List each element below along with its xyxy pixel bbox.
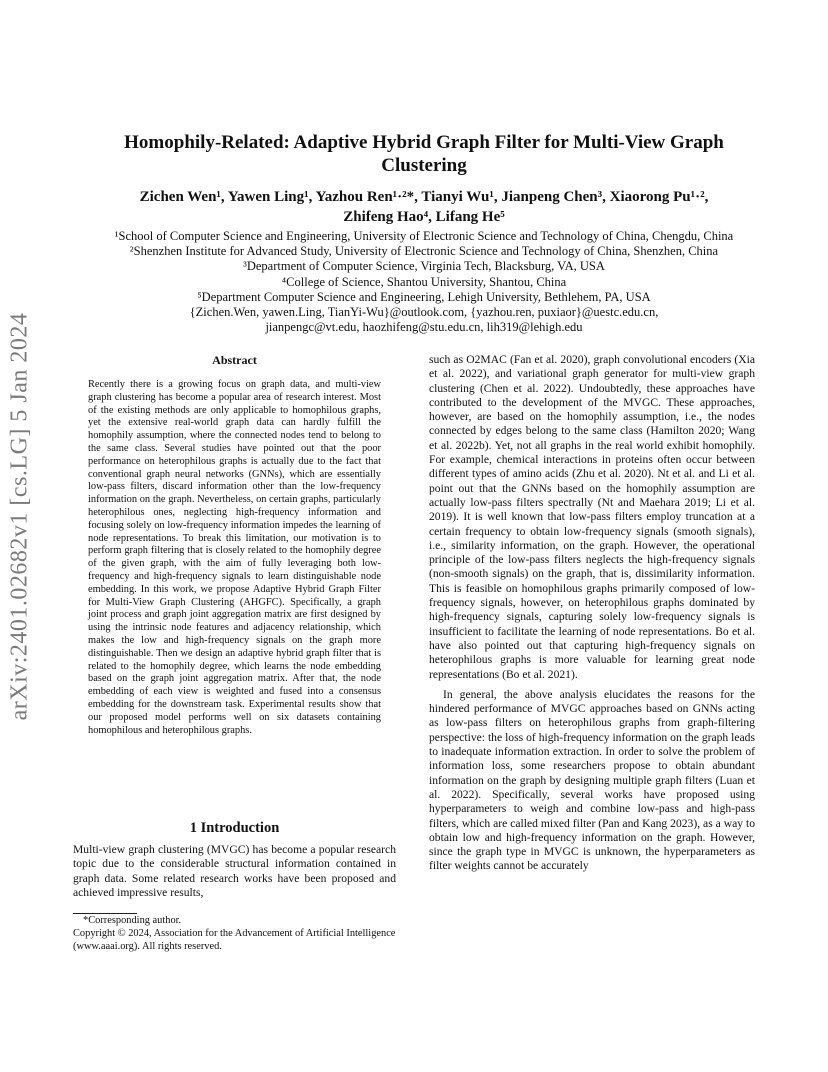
section-heading-introduction: 1 Introduction — [189, 820, 280, 836]
affiliation-3: ³Department of Computer Science, Virginia Tech, Blacksburg, VA, USA — [243, 259, 605, 274]
footnote — [73, 915, 396, 953]
authors-line-1: Zichen Wen¹, Yawen Ling¹, Yazhou Ren¹·²*, Tianyi Wu¹, Jianpeng Chen³, Xiaorong Pu¹·², — [139, 189, 709, 205]
arxiv-sidebar-stamp: arXiv:2401.02682v1 [cs.LG] 5 Jan 2024 — [6, 312, 33, 721]
footnote-copyright: Copyright © 2024, Association for the Advancement of Artificial Intelligence (www.aaai.org). All rights reserved. — [73, 927, 396, 952]
paper-title: Homophily-Related: Adaptive Hybrid Graph Filter for Multi-View Graph Clustering — [124, 132, 724, 176]
emails-line-1: {Zichen.Wen, yawen.Ling, TianYi-Wu}@outlook.com, {yazhou.ren, puxiaor}@uestc.edu.cn, — [189, 305, 659, 320]
footnote-divider — [73, 913, 137, 914]
intro-right-paragraph-2: In general, the above analysis elucidates the reasons for the hindered performance of MVGC approaches based on GNNs acting as low-pass filters on heterophilous graphs from graph-filtering perspective: the loss of high-frequency information on the graph leads to inadequate information extraction. In order to solve the problem of information loss, some researchers propose to obtain abundant information on the graph by designing multiple graph filters (Luan et al. 2022). Specifically, several works have proposed using hyperparameters to weigh and combine low-pass and high-pass filters, which are called mixed filter (Pan and Kang 2023), as a way to obtain low and high-frequency information on the graph. However, since the graph type in MVGC is unknown, the hyperparameters as filter weights cannot be accurately — [429, 687, 755, 873]
affiliation-5: ⁵Department Computer Science and Engineering, Lehigh University, Bethlehem, PA, USA — [197, 289, 651, 304]
intro-right-paragraph-1: such as O2MAC (Fan et al. 2020), graph convolutional encoders (Xia et al. 2022), and variational graph generator for multi-view graph clustering (Chen et al. 2022). Undoubtedly, these approaches have contributed to the development of the MVGC. These approaches, however, are based on the homophily assumption, i.e., the nodes connected by edges belong to the same class (Hamilton 2020; Wang et al. 2022b). Yet, not all graphs in the real world exhibit homophily. For example, chemical interactions in proteins often occur between different types of amino acids (Zhu et al. 2020). Nt et al. and Li et al. point out that the GNNs based on the homophily assumption are actually low-pass filters spectrally (Nt and Maehara 2019; Li et al. 2019). It is well known that low-pass filters employ truncation at a certain frequency to obtain low-frequency signals (smooth signals), i.e., similarity information, on the graph. However, the operational principle of the low-pass filters neglects the high-frequency signals (non-smooth signals) on the graph, that is, dissimilarity information. This is feasible on homophilous graphs primarily composed of low-frequency signals, however, on heterophilous graphs dominated by high-frequency signals, capturing solely low-frequency signals is insufficient to facilitate the learning of node representations. Bo et al. have also pointed out that capturing high-frequency signals on heterophilous graphs is more valuable for learning great node representations (Bo et al. 2021). — [429, 353, 755, 681]
abstract-heading: Abstract — [212, 353, 257, 367]
authors-line-2: Zhifeng Hao⁴, Lifang He⁵ — [343, 209, 505, 225]
affiliation-4: ⁴College of Science, Shantou University, Shantou, China — [281, 274, 567, 289]
affiliations — [70, 229, 778, 335]
abstract-text: Recently there is a growing focus on graph data, and multi-view graph clustering has become a popular area of research interest. Most of the existing methods are only applicable to homophilous graphs, yet the extensive real-world graph data can hardly fulfill the homophily assumption, where the connected nodes tend to belong to the same class. Several studies have pointed out that the poor performance on heterophilous graphs is actually due to the fact that conventional graph neural networks (GNNs), which are essentially low-pass filters, discard information other than the low-frequency information on the graph. Nevertheless, on certain graphs, particularly heterophilous ones, neglecting high-frequency information and focusing solely on low-frequency information impedes the learning of node representations. To break this limitation, our motivation is to perform graph filtering that is closely related to the homophily degree of the given graph, with the aim of fully leveraging both low-frequency and high-frequency signals to learn distinguishable node embedding. In this work, we propose Adaptive Hybrid Graph Filter for Multi-View Graph Clustering (AHGFC). Specifically, a graph joint process and graph joint aggregation matrix are first designed by using the intrinsic node features and adjacency relationship, which makes the low and high-frequency signals on the graph more distinguishable. Then we design an adaptive hybrid graph filter that is related to the homophily degree, which learns the node embedding based on the graph joint aggregation matrix. After that, the node embedding of each view is weighted and fused into a consensus embedding for the downstream task. Experimental results show that our proposed model performs well on six datasets containing homophilous and heterophilous graphs. — [88, 379, 381, 736]
footnote-corresponding: *Corresponding author. — [83, 915, 182, 926]
intro-left-paragraph: Multi-view graph clustering (MVGC) has become a popular research topic due to the considerable structural information contained in graph data. Some related research works have been proposed and achieved impressive results, — [73, 843, 396, 899]
intro-right-column — [429, 353, 755, 874]
author-list — [80, 187, 768, 227]
affiliation-2: ²Shenzhen Institute for Advanced Study, University of Electronic Science and Technology of China, Shenzhen, China — [129, 244, 719, 259]
affiliation-1: ¹School of Computer Science and Engineering, University of Electronic Science and Technology of China, Chengdu, China — [114, 229, 734, 243]
emails-line-2: jianpengc@vt.edu, haozhifeng@stu.edu.cn, lih319@lehigh.edu — [265, 320, 583, 335]
